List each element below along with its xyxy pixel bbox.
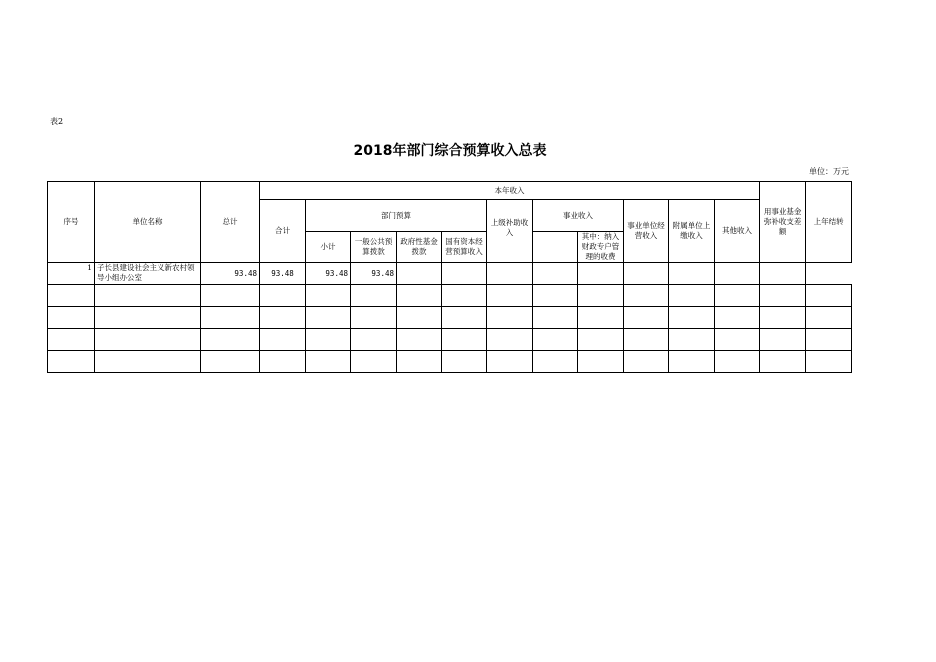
empty-cell xyxy=(760,307,806,329)
header-seq: 序号 xyxy=(48,182,95,263)
empty-cell xyxy=(442,285,487,307)
empty-cell xyxy=(806,307,852,329)
empty-cell xyxy=(442,329,487,351)
empty-cell xyxy=(201,285,260,307)
empty-cell xyxy=(806,351,852,373)
empty-cell xyxy=(260,307,306,329)
empty-cell xyxy=(201,351,260,373)
header-small-total: 小计 xyxy=(306,232,351,263)
cell-subordinate xyxy=(669,263,715,285)
header-row-1 xyxy=(48,182,852,200)
cell-last-year xyxy=(806,263,852,285)
table-row xyxy=(48,351,852,373)
empty-cell xyxy=(48,285,95,307)
empty-cell xyxy=(533,329,578,351)
empty-cell xyxy=(397,351,442,373)
header-current-income: 本年收入 xyxy=(260,182,760,200)
header-subordinate: 附属单位上缴收入 xyxy=(669,200,715,263)
empty-cell xyxy=(533,351,578,373)
header-career-special: 其中：纳入财政专户管理的收费 xyxy=(578,232,624,263)
empty-cell xyxy=(306,307,351,329)
empty-cell xyxy=(578,351,624,373)
empty-cell xyxy=(578,307,624,329)
cell-career-income xyxy=(533,263,578,285)
unit-label: 单位：万元 xyxy=(809,167,849,176)
empty-cell xyxy=(351,329,397,351)
empty-cell xyxy=(624,351,669,373)
cell-general-public: 93.48 xyxy=(351,263,397,285)
header-higher-subsidy: 上级补助收入 xyxy=(487,200,533,263)
empty-cell xyxy=(48,329,95,351)
cell-state-capital xyxy=(442,263,487,285)
empty-cell xyxy=(201,307,260,329)
cell-higher-subsidy xyxy=(487,263,533,285)
empty-cell xyxy=(715,351,760,373)
cell-career-operation xyxy=(624,263,669,285)
empty-cell xyxy=(260,351,306,373)
empty-cell xyxy=(760,285,806,307)
empty-cell xyxy=(715,285,760,307)
header-career-operation: 事业单位经营收入 xyxy=(624,200,669,263)
empty-cell xyxy=(351,307,397,329)
page-title: 2018年部门综合预算收入总表 xyxy=(353,143,547,159)
empty-cell xyxy=(760,351,806,373)
empty-cell xyxy=(487,351,533,373)
table-row xyxy=(48,329,852,351)
empty-cell xyxy=(48,351,95,373)
cell-career-fund xyxy=(760,263,806,285)
cell-other-income xyxy=(715,263,760,285)
empty-cell xyxy=(715,307,760,329)
header-career-income: 事业收入 xyxy=(533,200,624,232)
cell-sum: 93.48 xyxy=(260,263,306,285)
empty-cell xyxy=(624,307,669,329)
cell-gov-fund xyxy=(397,263,442,285)
header-career-fund: 用事业基金弥补收支差额 xyxy=(760,182,806,263)
table-number: 表2 xyxy=(50,117,64,126)
empty-cell xyxy=(95,351,201,373)
empty-cell xyxy=(669,307,715,329)
header-state-capital: 国有资本经营预算收入 xyxy=(442,232,487,263)
empty-cell xyxy=(533,285,578,307)
empty-cell xyxy=(397,329,442,351)
empty-cell xyxy=(306,285,351,307)
header-general-public: 一般公共预算拨款 xyxy=(351,232,397,263)
empty-cell xyxy=(95,285,201,307)
header-career-blank xyxy=(533,232,578,263)
empty-cell xyxy=(260,329,306,351)
empty-cell xyxy=(669,351,715,373)
empty-cell xyxy=(578,285,624,307)
cell-career-special xyxy=(578,263,624,285)
empty-cell xyxy=(533,307,578,329)
empty-cell xyxy=(397,307,442,329)
empty-cell xyxy=(487,285,533,307)
empty-cell xyxy=(715,329,760,351)
empty-cell xyxy=(306,351,351,373)
empty-cell xyxy=(95,307,201,329)
empty-cell xyxy=(201,329,260,351)
empty-cell xyxy=(669,329,715,351)
header-gov-fund: 政府性基金拨款 xyxy=(397,232,442,263)
table-row xyxy=(48,285,852,307)
empty-cell xyxy=(624,285,669,307)
empty-cell xyxy=(760,329,806,351)
cell-seq: 1 xyxy=(48,263,95,285)
empty-cell xyxy=(48,307,95,329)
empty-cell xyxy=(624,329,669,351)
header-unit-name: 单位名称 xyxy=(95,182,201,263)
empty-cell xyxy=(351,351,397,373)
header-other-income: 其他收入 xyxy=(715,200,760,263)
empty-cell xyxy=(806,285,852,307)
header-last-year: 上年结转 xyxy=(806,182,852,263)
empty-cell xyxy=(351,285,397,307)
header-total: 总计 xyxy=(201,182,260,263)
empty-cell xyxy=(442,351,487,373)
table-row xyxy=(48,307,852,329)
header-sum: 合计 xyxy=(260,200,306,263)
empty-cell xyxy=(487,307,533,329)
header-dept-budget: 部门预算 xyxy=(306,200,487,232)
cell-subtotal: 93.48 xyxy=(306,263,351,285)
budget-table xyxy=(47,181,852,373)
empty-cell xyxy=(578,329,624,351)
empty-cell xyxy=(397,285,442,307)
empty-cell xyxy=(95,329,201,351)
empty-cell xyxy=(669,285,715,307)
table-row xyxy=(48,263,852,285)
empty-cell xyxy=(487,329,533,351)
empty-cell xyxy=(260,285,306,307)
empty-cell xyxy=(306,329,351,351)
cell-unit-name: 子长县建设社会主义新农村领导小组办公室 xyxy=(95,263,201,285)
cell-total: 93.48 xyxy=(201,263,260,285)
empty-cell xyxy=(442,307,487,329)
empty-cell xyxy=(806,329,852,351)
